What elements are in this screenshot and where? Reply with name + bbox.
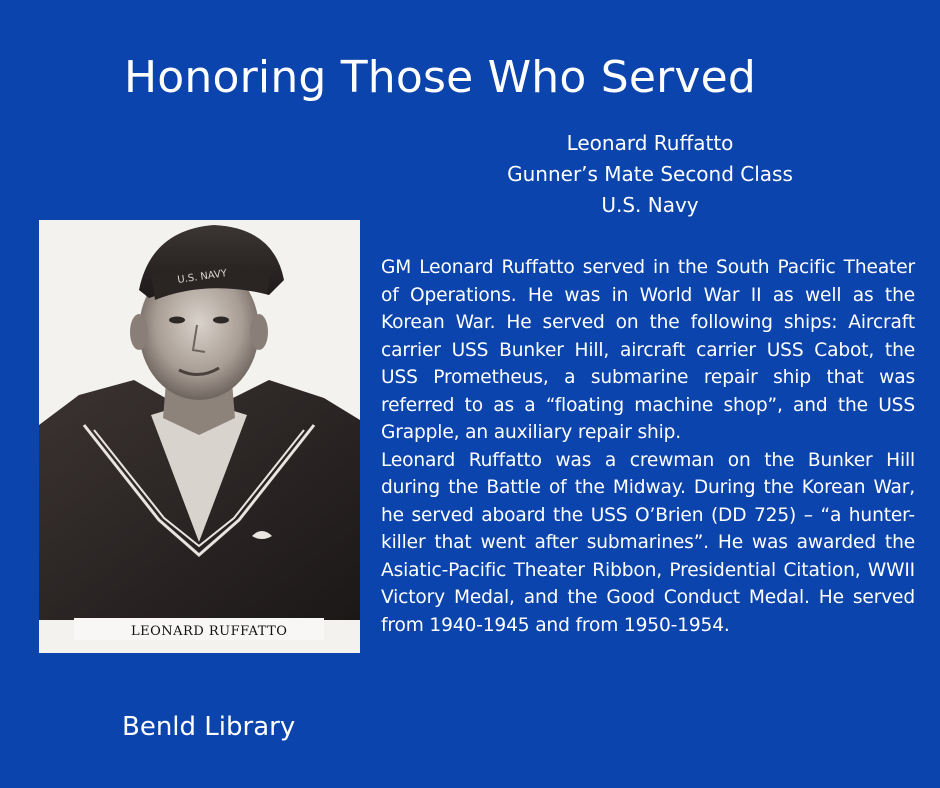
cap-text: U.S. NAVY — [176, 268, 228, 286]
library-name: Benld Library — [122, 712, 296, 742]
page-title: Honoring Those Who Served — [124, 52, 757, 103]
portrait-photo — [39, 220, 360, 653]
biography — [381, 254, 915, 639]
subject-rank: Gunner’s Mate Second Class — [507, 162, 793, 186]
bio-paragraph: GM Leonard Ruffatto served in the South Pacific Theater of Operations. He was in World War II as well as the Korean War. He served on the following ships: Aircraft carrier USS Bunker Hill, aircraft carrier USS Cabot, the USS Prometheus, a submarine repair ship that was referred to as a “floating machine shop”, and the USS Grapple, an auxiliary repair ship. — [381, 257, 915, 443]
bio-paragraph: Leonard Ruffatto was a crewman on the Bunker Hill during the Battle of the Midway. During the Korean War, he served aboard the USS O’Brien (DD 725) – “a hunter-killer that went after submarines”. He was awarded the Asiatic-Pacific Theater Ribbon, Presidential Citation, WWII Victory Medal, and the Good Conduct Medal. He served from 1940-1945 and from 1950-1954. — [381, 449, 915, 636]
subject-branch: U.S. Navy — [601, 193, 699, 217]
subject-name: Leonard Ruffatto — [566, 131, 734, 155]
photo-caption: LEONARD RUFFATTO — [131, 624, 288, 639]
subject-info — [460, 128, 840, 221]
